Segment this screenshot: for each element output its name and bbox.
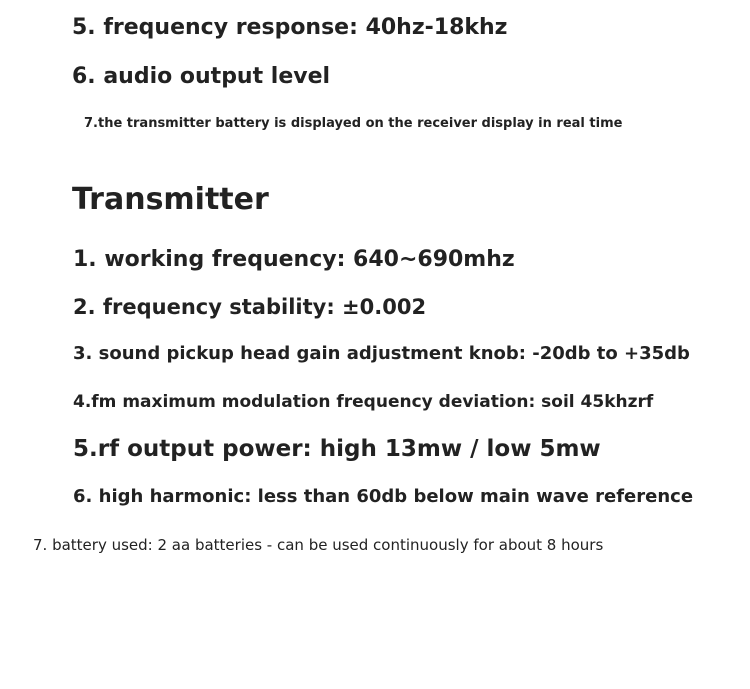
spec-rf-output-power: 5.rf output power: high 13mw / low 5mw [73,436,601,462]
spec-audio-output-level: 6. audio output level [72,64,331,89]
spec-high-harmonic: 6. high harmonic: less than 60db below main wave reference [73,486,694,507]
spec-battery-display: 7.the transmitter battery is displayed on the receiver display in real time [84,116,623,131]
spec-battery-used: 7. battery used: 2 aa batteries - can be used continuously for about 8 hours [33,536,604,554]
spec-frequency-response: 5. frequency response: 40hz-18khz [72,15,508,40]
transmitter-heading: Transmitter [72,182,269,217]
spec-frequency-stability: 2. frequency stability: ±0.002 [73,295,427,319]
spec-working-frequency: 1. working frequency: 640~690mhz [73,247,515,272]
spec-modulation-deviation: 4.fm maximum modulation frequency deviation: soil 45khzrf [73,392,654,412]
spec-gain-adjustment: 3. sound pickup head gain adjustment knob: -20db to +35db [73,343,690,364]
